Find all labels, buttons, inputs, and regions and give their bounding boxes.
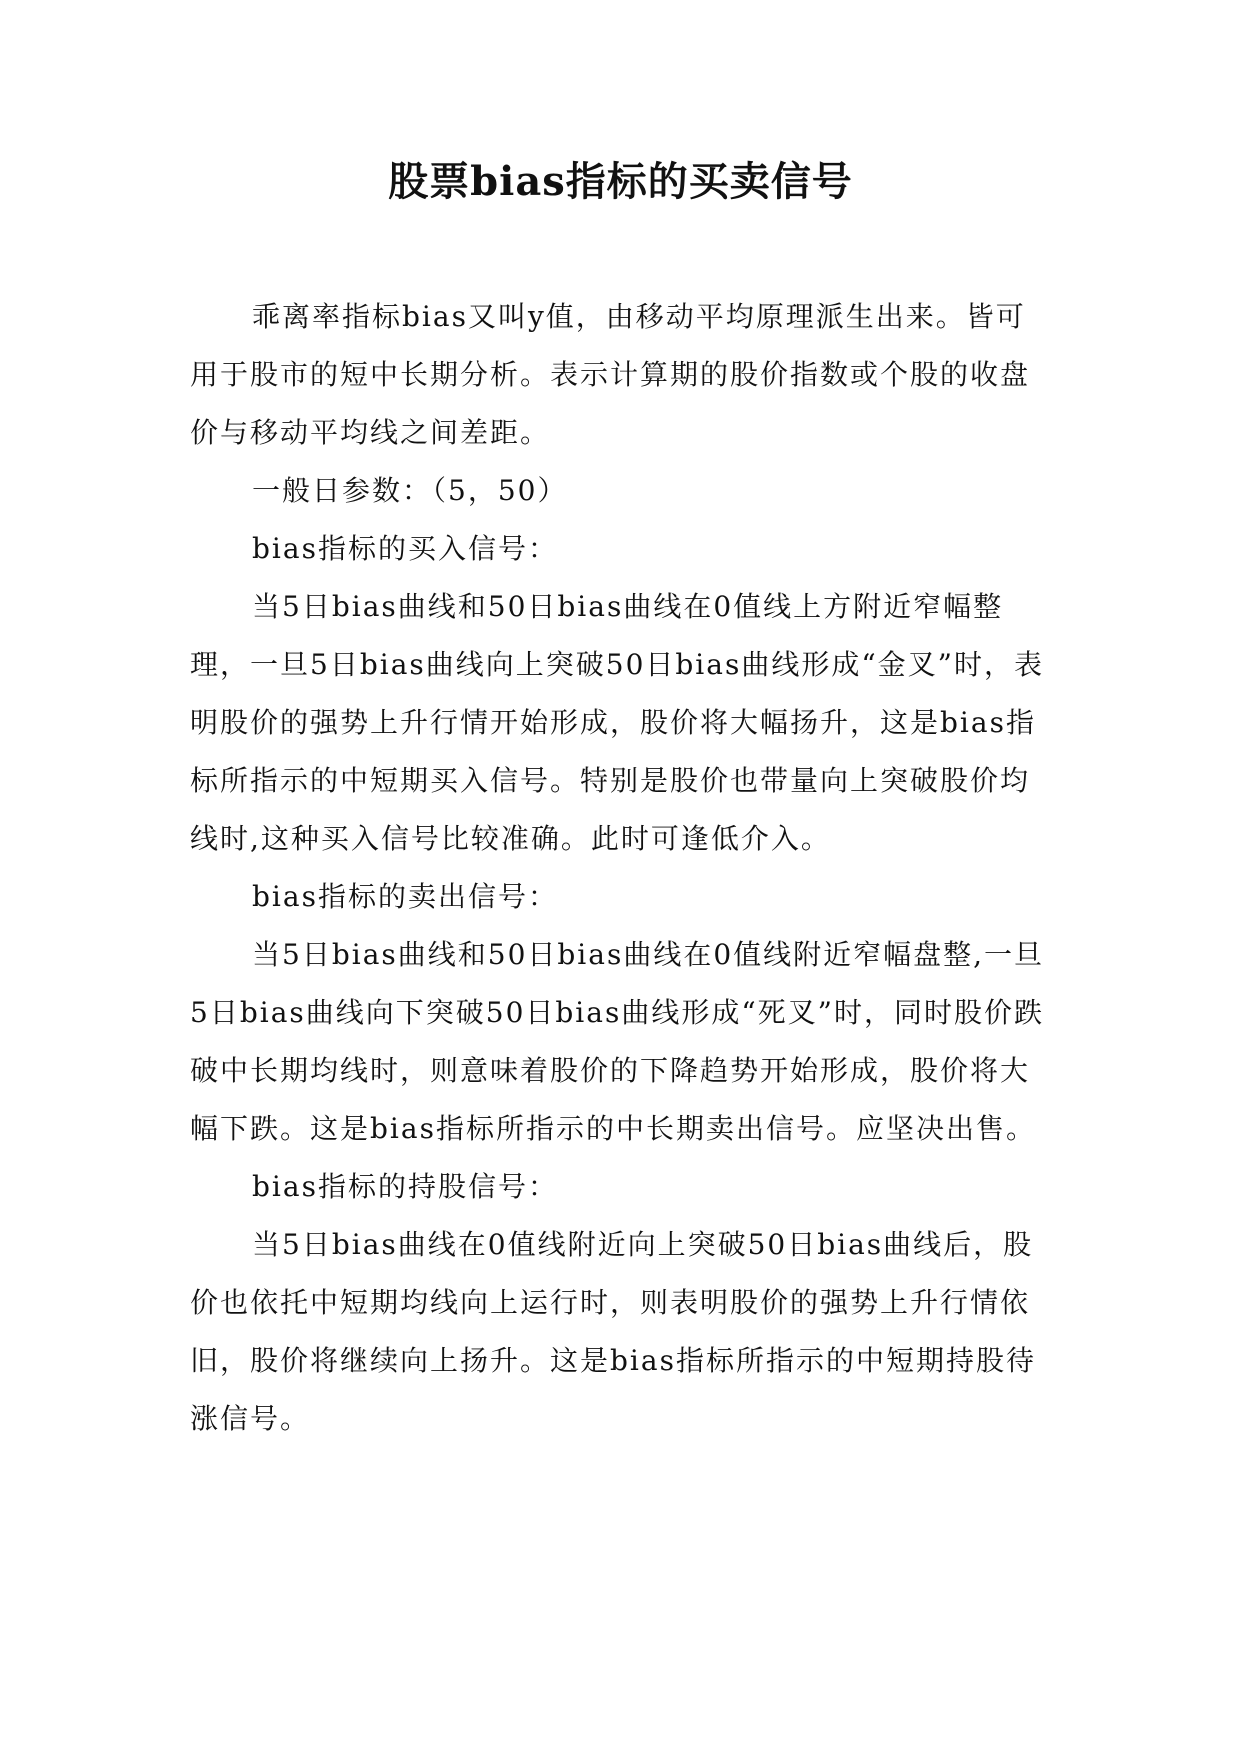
paragraph-sell-signal: 当5日bias曲线和50日bias曲线在0值线附近窄幅盘整,一旦5日bias曲线向下突破50日bias曲线形成“死叉”时，同时股价跌破中长期均线时，则意味着股价的下降趋势开始形成，股价将大幅下跌。这是bias指标所指示的中长期卖出信号。应坚决出售。 <box>190 938 1045 1145</box>
heading-buy-signal: bias指标的买入信号： <box>252 532 558 565</box>
paragraph-intro: 乖离率指标bias又叫y值，由移动平均原理派生出来。皆可用于股市的短中长期分析。表示计算期的股价指数或个股的收盘价与移动平均线之间差距。 <box>190 300 1031 449</box>
document-body <box>190 288 1050 1448</box>
paragraph-buy-signal: 当5日bias曲线和50日bias曲线在0值线上方附近窄幅整理，一旦5日bias曲线向上突破50日bias曲线形成“金叉”时，表明股价的强势上升行情开始形成，股价将大幅扬升，这是bias指标所指示的中短期买入信号。特别是股价也带量向上突破股价均线时,这种买入信号比较准确。此时可逢低介入。 <box>190 590 1044 855</box>
heading-sell-signal: bias指标的卖出信号： <box>252 880 558 913</box>
heading-hold-signal: bias指标的持股信号： <box>252 1170 558 1203</box>
paragraph-parameters: 一般日参数：（5，50） <box>252 474 568 507</box>
paragraph-hold-signal: 当5日bias曲线在0值线附近向上突破50日bias曲线后，股价也依托中短期均线向上运行时，则表明股价的强势上升行情依旧，股价将继续向上扬升。这是bias指标所指示的中短期持股待涨信号。 <box>190 1228 1036 1435</box>
document-title: 股票bias指标的买卖信号 <box>388 158 853 205</box>
